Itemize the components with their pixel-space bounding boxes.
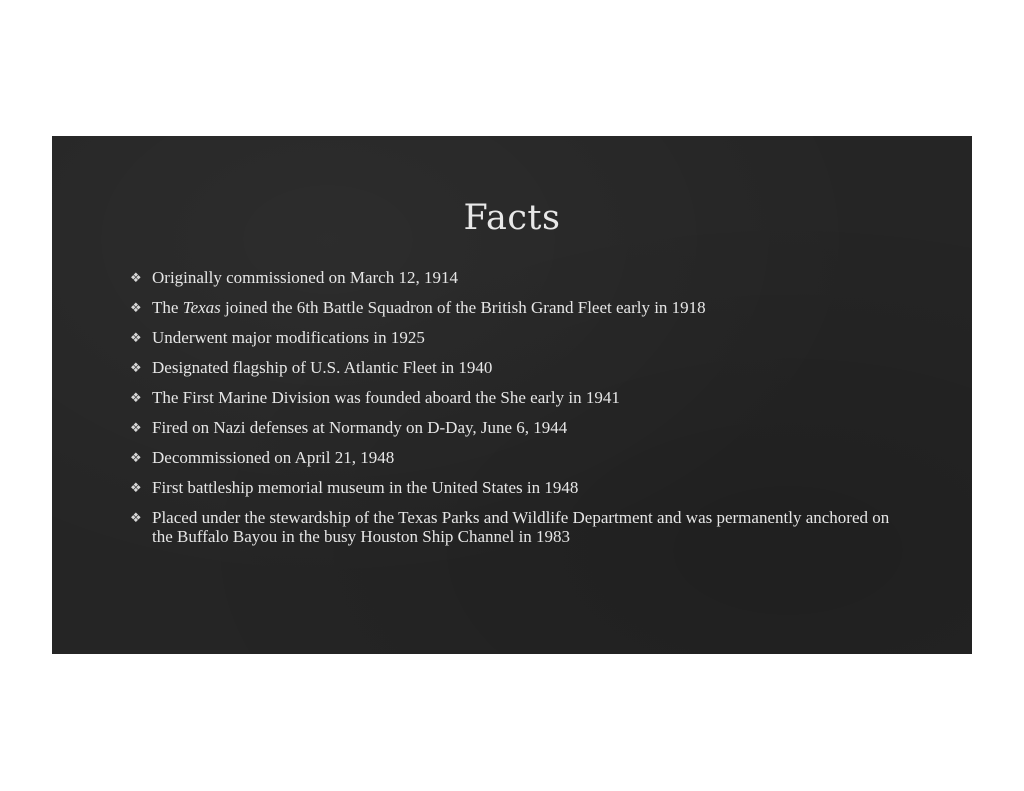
bullet-item [130, 448, 910, 467]
bullet-text: The First Marine Division was founded aboard the She early in 1941 [152, 388, 620, 407]
bullet-text: First battleship memorial museum in the United States in 1948 [152, 478, 579, 497]
diamond-bullet-icon: ❖ [130, 420, 142, 435]
diamond-bullet-icon: ❖ [130, 360, 142, 375]
bullet-text: Originally commissioned on March 12, 1914 [152, 268, 458, 287]
bullet-text: Decommissioned on April 21, 1948 [152, 448, 395, 467]
bullet-text: Underwent major modifications in 1925 [152, 328, 425, 347]
diamond-bullet-icon: ❖ [130, 390, 142, 405]
bullet-text: Placed under the stewardship of the Texas Parks and Wildlife Department and was permanently anchored on the Buffalo Bayou in the busy Houston Ship Channel in 1983 [152, 508, 890, 546]
slide-title: Facts [463, 198, 561, 238]
diamond-bullet-icon: ❖ [130, 270, 142, 285]
bullet-text-suffix: joined the 6th Battle Squadron of the British Grand Fleet early in 1918 [220, 298, 706, 317]
bullet-item [130, 298, 910, 317]
slide [52, 136, 972, 654]
bullet-item [130, 358, 910, 377]
bullet-text-prefix: The [152, 298, 183, 317]
bullet-text: Designated flagship of U.S. Atlantic Fleet in 1940 [152, 358, 493, 377]
diamond-bullet-icon: ❖ [130, 510, 142, 525]
bullet-item [130, 508, 910, 546]
ship-name-emphasis: Texas [182, 298, 221, 317]
diamond-bullet-icon: ❖ [130, 480, 142, 495]
bullet-item [130, 268, 910, 287]
bullet-item [130, 418, 910, 437]
diamond-bullet-icon: ❖ [130, 450, 142, 465]
bullet-list [130, 268, 910, 557]
diamond-bullet-icon: ❖ [130, 330, 142, 345]
bullet-item [130, 388, 910, 407]
bullet-item [130, 478, 910, 497]
diamond-bullet-icon: ❖ [130, 300, 142, 315]
bullet-item [130, 328, 910, 347]
bullet-text: Fired on Nazi defenses at Normandy on D-Day, June 6, 1944 [152, 418, 568, 437]
